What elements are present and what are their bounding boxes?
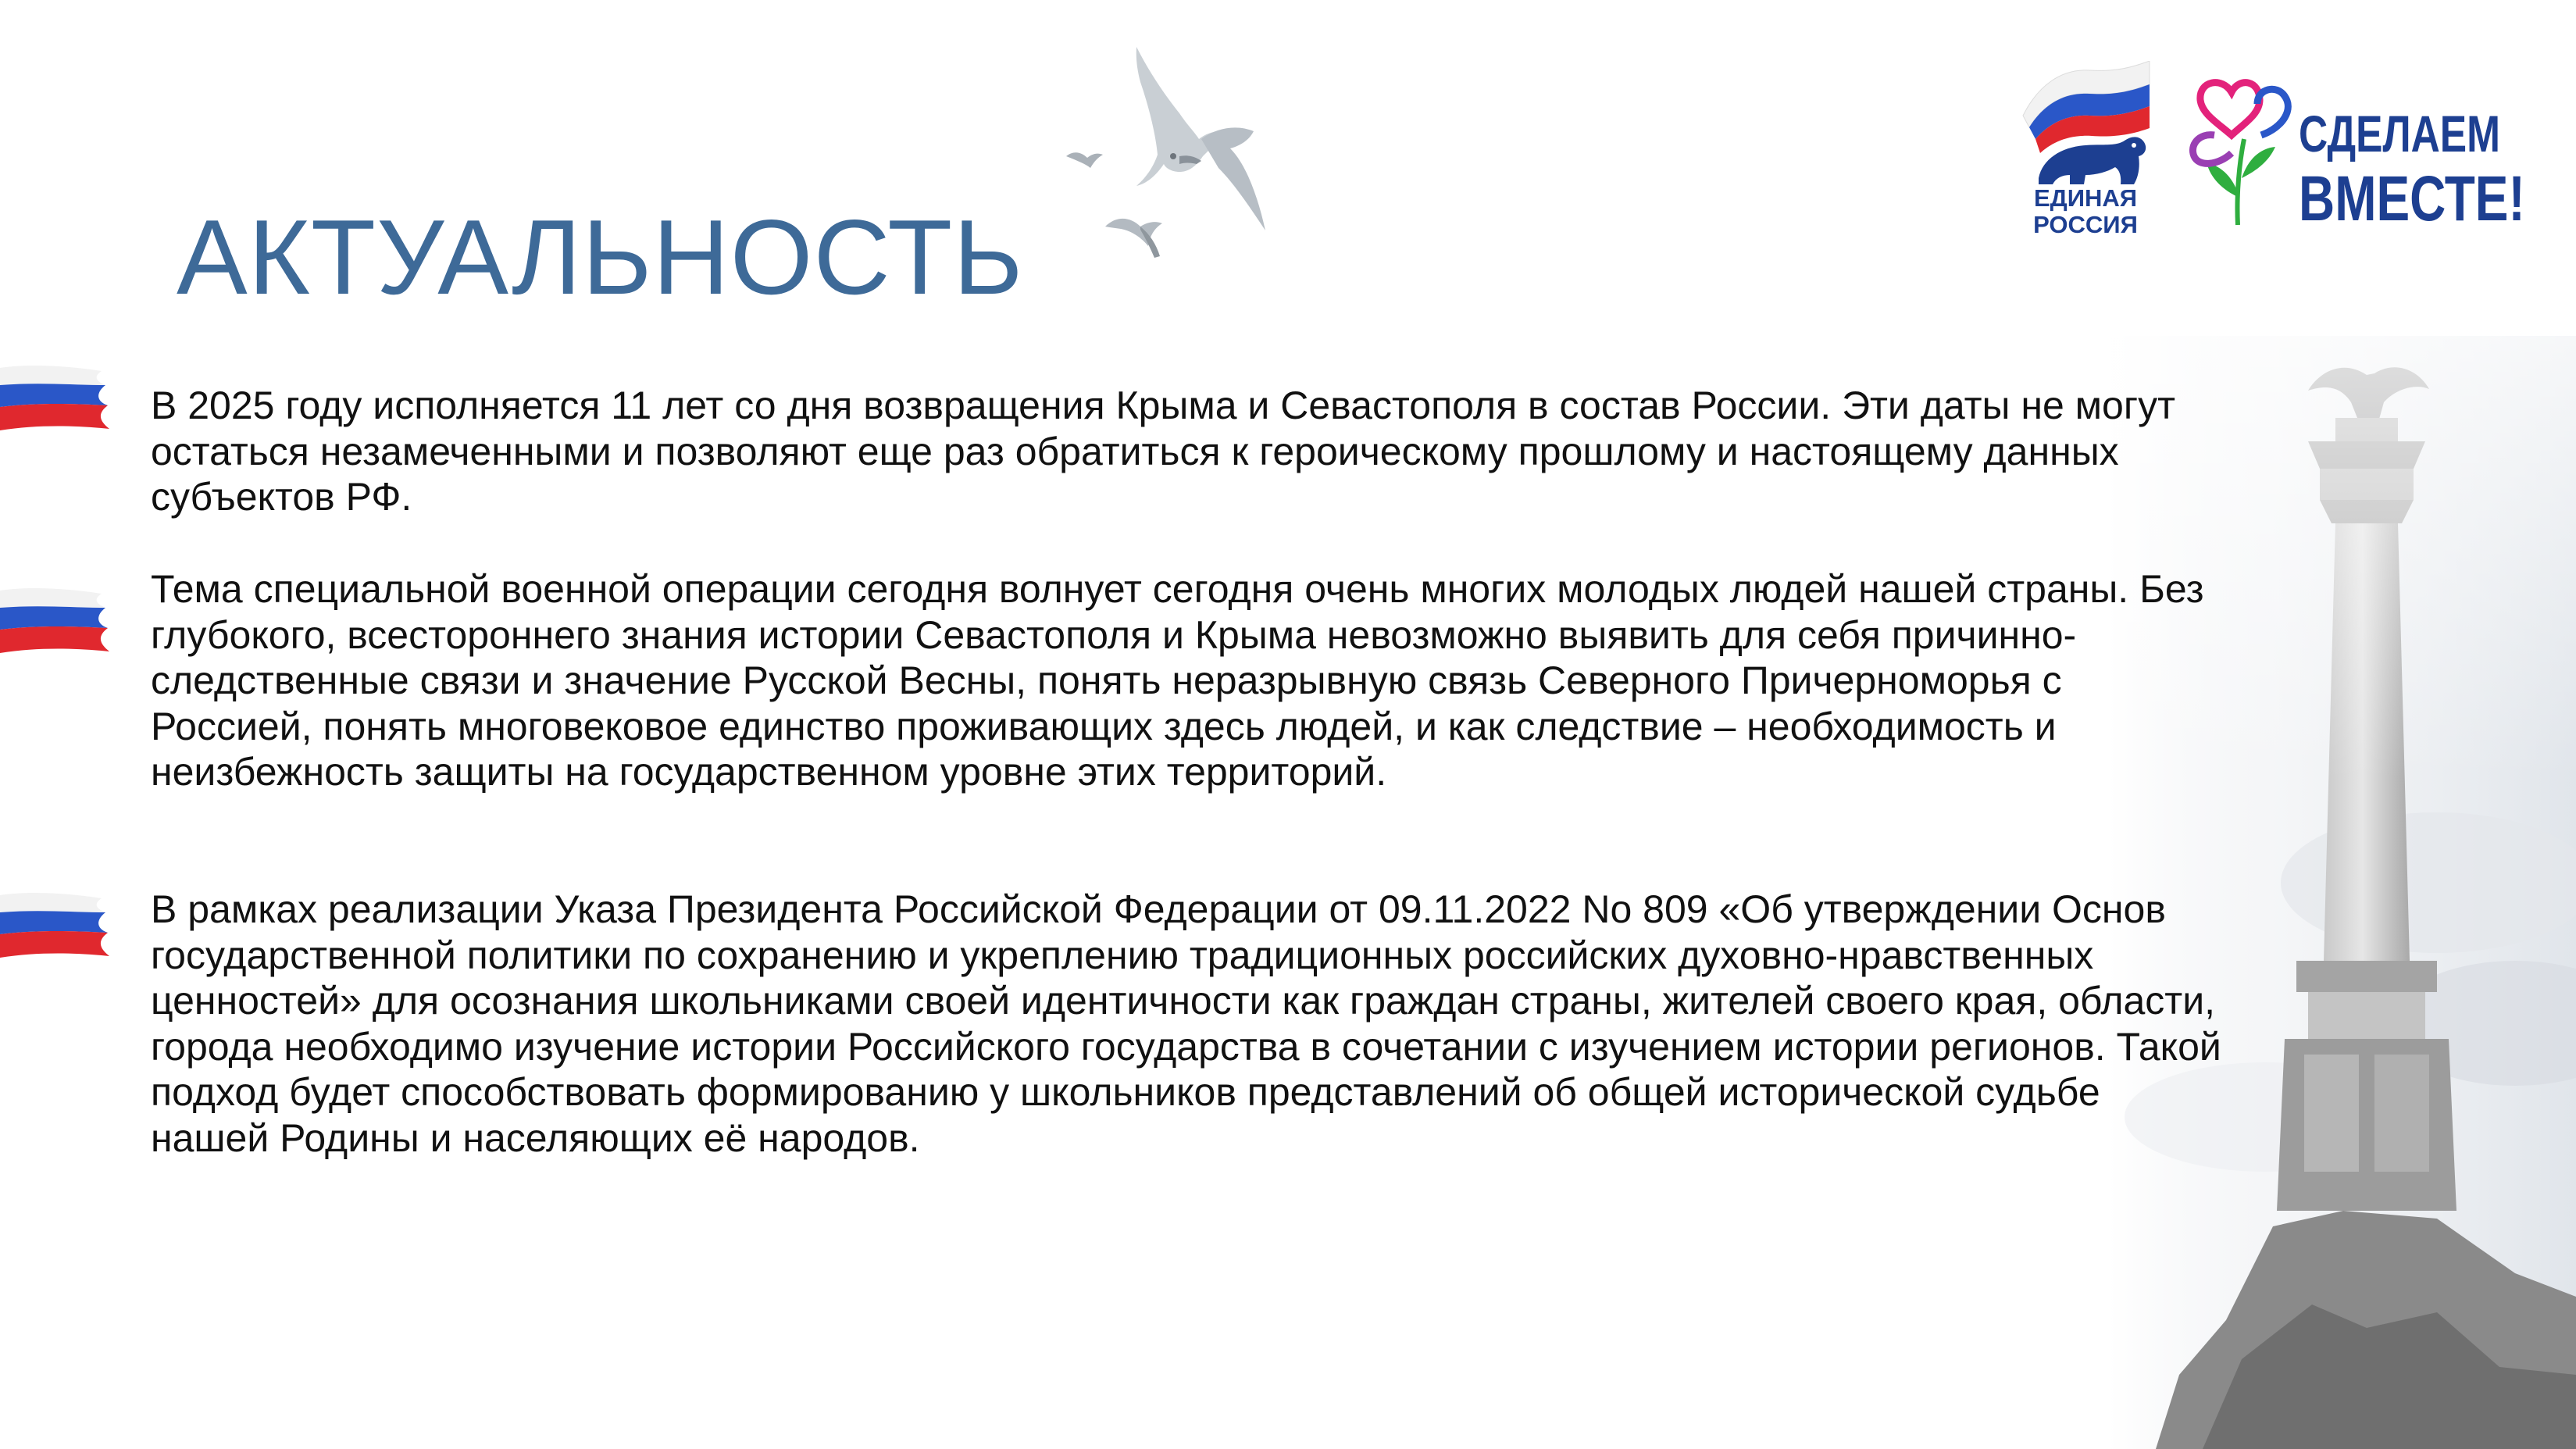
united-russia-logo <box>2015 61 2156 241</box>
bear-logo-icon <box>2015 61 2156 186</box>
seagull-icon <box>1062 39 1312 266</box>
together-line2: ВМЕСТЕ! <box>2299 163 2525 234</box>
russian-flag-bullet-icon <box>0 890 109 961</box>
united-russia-line2: РОССИЯ <box>2033 211 2138 238</box>
paragraph-svo: Тема специальной военной операции сегодня волнует сегодня очень многих молодых людей нашей страны. Без глубокого, всестороннего знания истории Севастополя и Крыма невозможно выявить для себя причинно-следственные связи и значение Русской Весны, понять неразрывную связь Северного Причерноморья с Россией, понять многовековое единство проживающих здесь людей, и как следствие – необходимость и неизбежность защиты на государственном уровне этих территорий. <box>151 567 2204 794</box>
paragraph-anniversary: В 2025 году исполняется 11 лет со дня возвращения Крыма и Севастополя в состав России. Эти даты не могут остаться незамеченными и позволяют еще раз обратиться к героическому прошлому и настоящему данных субъектов РФ. <box>151 384 2175 519</box>
together-logo <box>2183 61 2527 241</box>
russian-flag-bullet-icon <box>0 586 109 656</box>
together-line1: СДЕЛАЕМ <box>2299 105 2501 162</box>
russian-flag-bullet-icon <box>0 363 109 434</box>
page-title: АКТУАЛЬНОСТЬ <box>177 198 1024 317</box>
paragraph-decree: В рамках реализации Указа Президента Российской Федерации от 09.11.2022 No 809 «Об утверждении Основ государственной политики по сохранению и укреплению традиционных российских духовно-нравственных ценностей» для осознания школьниками своей идентичности как граждан страны, жителей своего края, области, города необходимо изучение истории Российского государства в сочетании с изучением истории регионов. Такой подход будет способствовать формированию у школьников представлений об общей исторической судьбе нашей Родины и населяющих её народов. <box>151 887 2221 1160</box>
heart-flower-logo-icon <box>2183 61 2300 241</box>
united-russia-line1: ЕДИНАЯ <box>2033 184 2138 212</box>
